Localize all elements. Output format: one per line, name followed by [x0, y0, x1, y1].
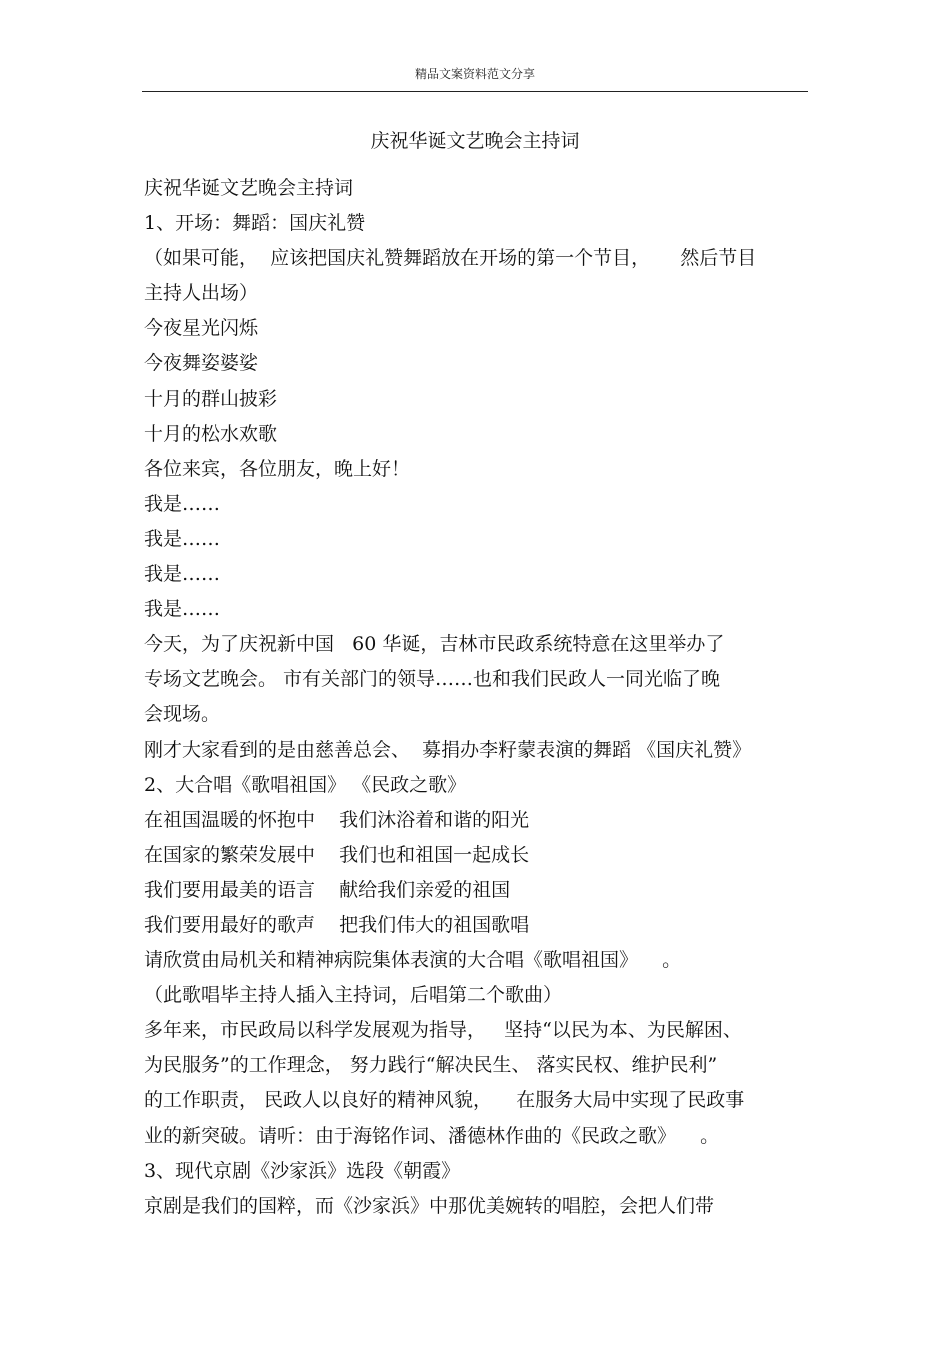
body-line: （如果可能， 应该把国庆礼赞舞蹈放在开场的第一个节目， 然后节目: [144, 247, 757, 270]
header-divider: [142, 91, 808, 92]
body-line: 各位来宾，各位朋友，晚上好！: [144, 457, 411, 480]
body-line: 今夜星光闪烁: [144, 317, 259, 340]
body-line: （此歌唱毕主持人插入主持词，后唱第二个歌曲）: [144, 984, 563, 1007]
body-line: 刚才大家看到的是由慈善总会、 募捐办李籽蒙表演的舞蹈 《国庆礼赞》: [144, 738, 752, 761]
body-line: 我是……: [144, 563, 221, 586]
body-line: 请欣赏由局机关和精神病院集体表演的大合唱《歌唱祖国》 。: [144, 949, 682, 972]
body-line: 会现场。: [144, 703, 221, 726]
body-line: 今天，为了庆祝新中国 60 华诞，吉林市民政系统特意在这里举办了: [144, 633, 725, 656]
body-line: 京剧是我们的国粹，而《沙家浜》中那优美婉转的唱腔，会把人们带: [144, 1194, 715, 1217]
body-line: 我们要用最美的语言 献给我们亲爱的祖国: [144, 878, 511, 901]
body-line: 我是……: [144, 598, 221, 621]
body-line: 在国家的繁荣发展中 我们也和祖国一起成长: [144, 843, 530, 866]
body-line: 多年来，市民政局以科学发展观为指导， 坚持“以民为本、为民解困、: [144, 1019, 742, 1042]
body-line: 为民服务”的工作理念， 努力践行“解决民生、 落实民权、维护民利”: [144, 1054, 718, 1077]
body-line: 我是……: [144, 527, 221, 550]
body-line: 2、大合唱《歌唱祖国》 《民政之歌》: [144, 773, 467, 796]
body-line: 十月的群山披彩: [144, 387, 278, 410]
page-header-text: 精品文案资料范文分享: [414, 67, 535, 81]
document-body: [144, 171, 824, 1224]
body-line: 今夜舞姿婆娑: [144, 352, 259, 375]
body-line: 的工作职责， 民政人以良好的精神风貌， 在服务大局中实现了民政事: [144, 1089, 745, 1112]
body-line: 3、现代京剧《沙家浜》选段《朝霞》: [144, 1159, 461, 1182]
body-line: 在祖国温暖的怀抱中 我们沐浴着和谐的阳光: [144, 808, 530, 831]
body-line: 业的新突破。请听：由于海铭作词、潘德林作曲的《民政之歌》 。: [144, 1124, 720, 1147]
body-line: 我们要用最好的歌声 把我们伟大的祖国歌唱: [144, 913, 530, 936]
body-line: 庆祝华诞文艺晚会主持词: [144, 177, 354, 199]
body-line: 十月的松水欢歌: [144, 422, 278, 445]
body-line: 1、开场：舞蹈：国庆礼赞: [144, 212, 366, 235]
document-title: 庆祝华诞文艺晚会主持词: [370, 130, 580, 152]
body-line: 专场文艺晚会。 市有关部门的领导……也和我们民政人一同光临了晚: [144, 668, 721, 691]
body-line: 我是……: [144, 492, 221, 515]
body-line: 主持人出场）: [144, 282, 259, 305]
